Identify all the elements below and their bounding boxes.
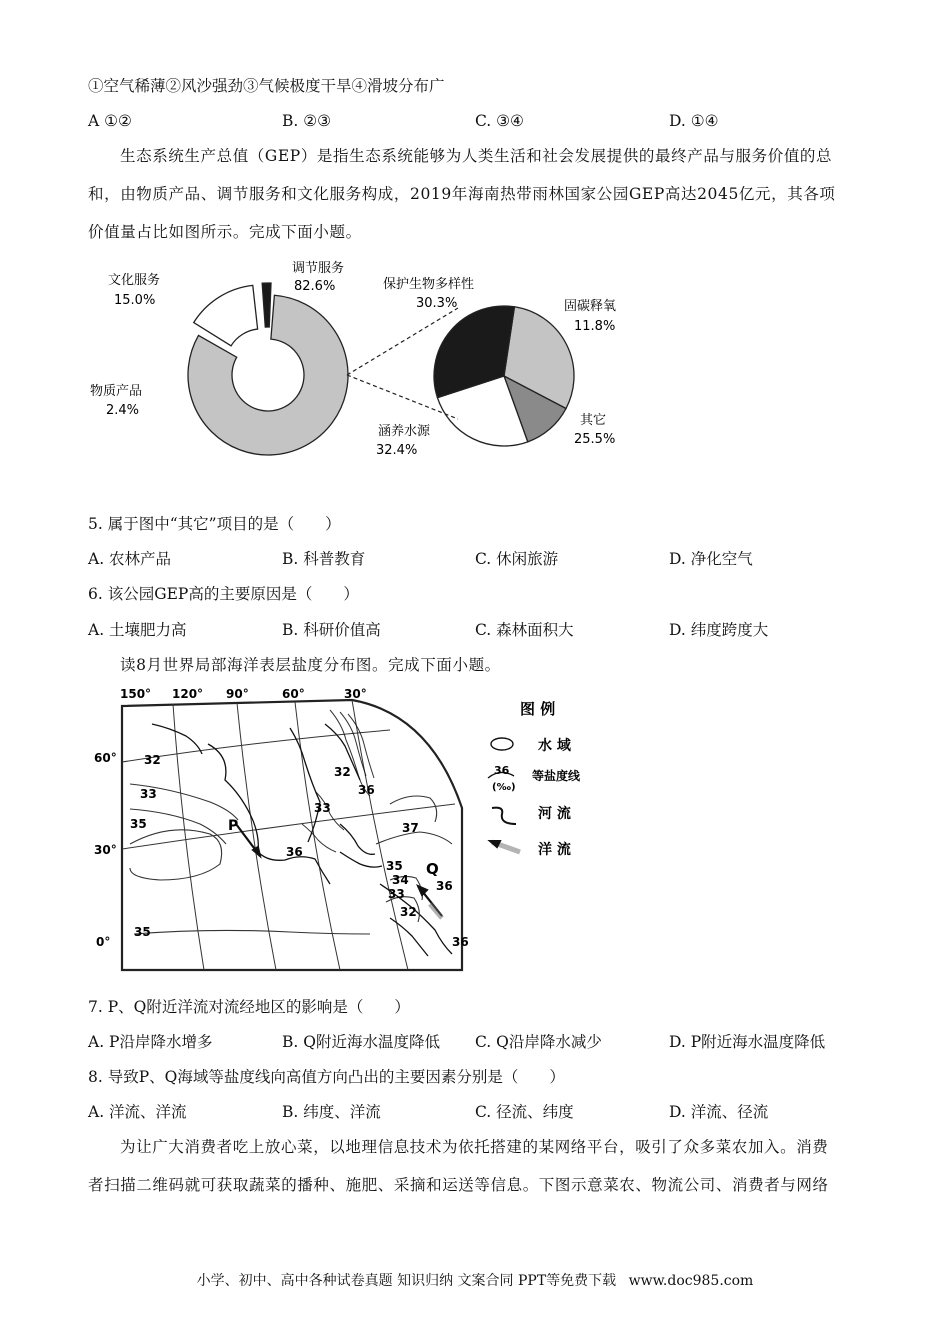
q6-stem: 6. 该公园GEP高的主要原因是（ ） bbox=[88, 585, 359, 603]
q4-option-a: A ①② bbox=[88, 112, 132, 130]
map-frame bbox=[122, 700, 462, 970]
lon-label-30: 30° bbox=[344, 687, 367, 701]
q7-stem: 7. P、Q附近洋流对流经地区的影响是（ ） bbox=[88, 998, 410, 1016]
lon-label-150: 150° bbox=[120, 687, 152, 701]
legend-isohaline-value: 36 bbox=[494, 764, 510, 777]
isohaline-label: 36 bbox=[358, 783, 375, 797]
label-regulation-value: 82.6% bbox=[294, 279, 336, 294]
gep-intro-line-2: 和，由物质产品、调节服务和文化服务构成，2019年海南热带雨林国家公园GEP高达2045亿元，其各项 bbox=[88, 185, 836, 203]
donut-slice-1 bbox=[194, 285, 258, 345]
q4-option-b: B. ②③ bbox=[282, 112, 332, 130]
q7-option-c: C. Q沿岸降水减少 bbox=[475, 1033, 602, 1051]
q8-stem: 8. 导致P、Q海域等盐度线向高值方向凸出的主要因素分别是（ ） bbox=[88, 1068, 565, 1086]
q6-option-d: D. 纬度跨度大 bbox=[669, 621, 769, 639]
next-intro-line-2: 者扫描二维码就可获取蔬菜的播种、施肥、采摘和运送等信息。下图示意菜农、物流公司、消费者与网络 bbox=[88, 1176, 829, 1194]
isohaline-label: 35 bbox=[130, 817, 147, 831]
label-other-name: 其它 bbox=[580, 413, 607, 428]
gep-intro-line-3: 价值量占比如图所示。完成下面小题。 bbox=[88, 223, 362, 241]
isohaline-label: 33 bbox=[388, 887, 405, 901]
lat-label-60: 60° bbox=[94, 751, 117, 765]
next-intro-line-1: 为让广大消费者吃上放心菜，以地理信息技术为依托搭建的某网络平台，吸引了众多菜农加入。消费 bbox=[120, 1138, 829, 1156]
label-biodiversity-value: 30.3% bbox=[416, 296, 458, 311]
legend-isohaline-unit: (‰) bbox=[492, 782, 516, 793]
footer-text: 小学、初中、高中各种试卷真题 知识归纳 文案合同 PPT等免费下载 bbox=[196, 1273, 617, 1289]
q7-option-d: D. P附近海水温度降低 bbox=[669, 1033, 826, 1051]
q6-option-a: A. 土壤肥力高 bbox=[88, 621, 187, 639]
q6-option-c: C. 森林面积大 bbox=[475, 621, 574, 639]
isohaline-label: 34 bbox=[392, 873, 409, 887]
legend-title: 图 例 bbox=[520, 700, 556, 718]
q7-option-a: A. P沿岸降水增多 bbox=[88, 1033, 213, 1051]
q8-option-d: D. 洋流、径流 bbox=[669, 1103, 769, 1121]
legend-river-label: 河 流 bbox=[538, 806, 571, 822]
isohaline-label: 33 bbox=[140, 787, 157, 801]
label-other-value: 25.5% bbox=[574, 432, 616, 447]
legend-water-icon bbox=[491, 738, 513, 750]
q5-option-d: D. 净化空气 bbox=[669, 550, 753, 568]
legend-river-icon bbox=[492, 808, 516, 824]
q8-option-b: B. 纬度、洋流 bbox=[282, 1103, 381, 1121]
q6-option-b: B. 科研价值高 bbox=[282, 621, 381, 639]
q5-option-c: C. 休闲旅游 bbox=[475, 550, 559, 568]
label-culture-name: 文化服务 bbox=[108, 273, 161, 288]
isohaline-label: 35 bbox=[134, 925, 151, 939]
gep-intro-line-1: 生态系统生产总值（GEP）是指生态系统能够为人类生活和社会发展提供的最终产品与服务价值的总 bbox=[120, 147, 833, 165]
label-material-value: 2.4% bbox=[106, 403, 140, 418]
lat-label-30: 30° bbox=[94, 843, 117, 857]
label-water-value: 32.4% bbox=[376, 443, 418, 458]
isohaline-label: 37 bbox=[402, 821, 419, 835]
pie-chart bbox=[434, 306, 574, 446]
donut-chart bbox=[188, 283, 348, 455]
isohaline-label: 32 bbox=[400, 905, 417, 919]
label-water-name: 涵养水源 bbox=[378, 424, 431, 439]
legend-water-label: 水 域 bbox=[538, 738, 571, 754]
lon-label-90: 90° bbox=[226, 687, 249, 701]
donut-slice-2 bbox=[262, 283, 271, 327]
q5-option-a: A. 农林产品 bbox=[88, 550, 172, 568]
label-biodiversity-name: 保护生物多样性 bbox=[383, 277, 475, 292]
lon-label-120: 120° bbox=[172, 687, 204, 701]
gep-pie-charts bbox=[80, 252, 660, 467]
salinity-map bbox=[90, 684, 600, 976]
lat-label-0: 0° bbox=[96, 935, 111, 949]
q8-option-a: A. 洋流、洋流 bbox=[88, 1103, 187, 1121]
label-carbon-name: 固碳释氧 bbox=[564, 299, 617, 314]
q5-stem: 5. 属于图中“其它”项目的是（ ） bbox=[88, 515, 341, 533]
isohaline-label: 36 bbox=[436, 879, 453, 893]
legend-current-icon bbox=[490, 841, 520, 852]
lon-label-60: 60° bbox=[282, 687, 305, 701]
isohaline-label: 32 bbox=[334, 765, 351, 779]
label-carbon-value: 11.8% bbox=[574, 319, 616, 334]
q5-option-b: B. 科普教育 bbox=[282, 550, 366, 568]
point-p-label: P bbox=[228, 818, 239, 834]
point-q-label: Q bbox=[426, 860, 439, 878]
q4-option-c: C. ③④ bbox=[475, 112, 524, 130]
q8-option-c: C. 径流、纬度 bbox=[475, 1103, 574, 1121]
isohaline-label: 33 bbox=[314, 801, 331, 815]
q4-option-d: D. ①④ bbox=[669, 112, 719, 130]
isohaline-label: 36 bbox=[286, 845, 303, 859]
legend-isohaline-label: 等盐度线 bbox=[532, 769, 581, 783]
q4-statements: ①空气稀薄②风沙强劲③气候极度干旱④滑坡分布广 bbox=[88, 77, 445, 95]
map-intro: 读8月世界局部海洋表层盐度分布图。完成下面小题。 bbox=[120, 656, 501, 674]
q7-option-b: B. Q附近海水温度降低 bbox=[282, 1033, 440, 1051]
legend-current-label: 洋 流 bbox=[538, 842, 571, 858]
isohaline-label: 32 bbox=[144, 753, 161, 767]
isohaline-label: 35 bbox=[386, 859, 403, 873]
page-footer bbox=[0, 1270, 950, 1290]
label-regulation-name: 调节服务 bbox=[292, 261, 345, 276]
isohaline-label: 36 bbox=[452, 935, 469, 949]
footer-url[interactable]: www.doc985.com bbox=[628, 1273, 754, 1289]
label-material-name: 物质产品 bbox=[90, 384, 143, 399]
label-culture-value: 15.0% bbox=[114, 293, 156, 308]
